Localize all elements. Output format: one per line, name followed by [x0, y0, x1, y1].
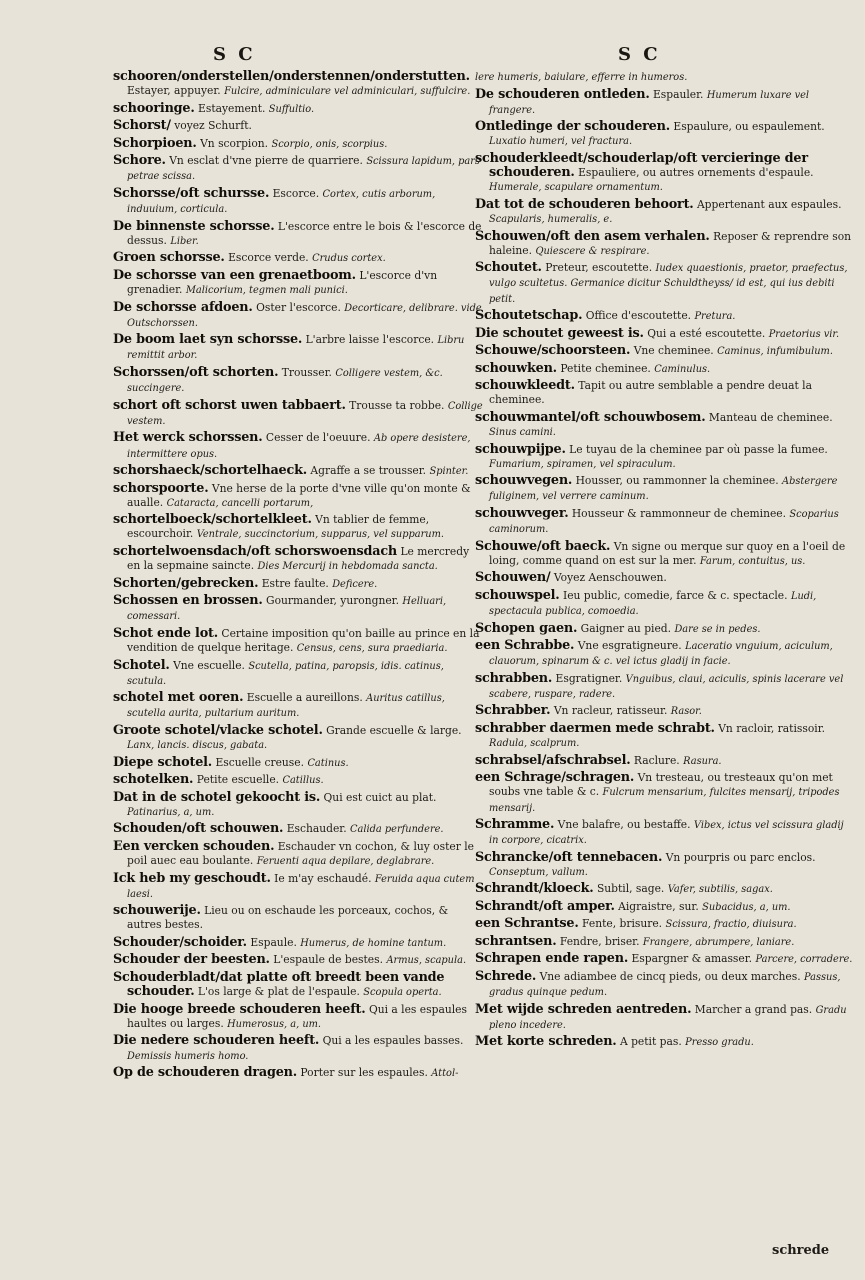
dictionary-entry: schotelken. Petite escuelle. Catillus.	[113, 772, 324, 788]
dictionary-entry: Schorsse/oft schursse. Escorce. Cortex, cutis arborum, induuium, corticula.	[113, 185, 436, 216]
dictionary-entry: Schouden/oft schouwen. Eschauder. Calida perfundere.	[113, 821, 444, 837]
dictionary-entry: Schrabber. Vn racleur, ratisseur. Rasor.	[475, 703, 702, 719]
dictionary-entry: Die schoutet geweest is. Qui a esté escoutette. Praetorius vir.	[475, 325, 840, 341]
dictionary-entry: Schrancke/oft tennebacen. Vn pourpris ou parc enclos. Conseptum, vallum.	[475, 849, 816, 878]
dictionary-entry: Schrandt/kloeck. Subtil, sage. Vafer, subtilis, sagax.	[475, 881, 773, 897]
dictionary-entry: schouwspel. Ieu public, comedie, farce & c. spectacle. Ludi, spectacula publica, comoedia.	[475, 587, 817, 618]
column-header-right: S C	[618, 44, 661, 65]
dictionary-entry: schouwerije. Lieu ou on eschaude les porceaux, cochos, & autres bestes.	[113, 903, 449, 932]
dictionary-entry: De binnenste schorsse. L'escorce entre le bois & l'escorce de dessus. Liber.	[113, 218, 482, 247]
dictionary-entry: schouwpijpe. Le tuyau de la cheminee par où passe la fumee. Fumarium, spiramen, vel spiraculum.	[475, 441, 828, 470]
dictionary-entry: Schouderbladt/dat platte oft breedt been vande schouder. L'os large & plat de l'espaule. Scopula operta.	[113, 969, 445, 1000]
dictionary-entry: Dat in de schotel gekoocht is. Qui est cuict au plat. Patinarius, a, um.	[113, 789, 437, 818]
dictionary-entry: Schouder der beesten. L'espaule de bestes. Armus, scapula.	[113, 952, 467, 968]
dictionary-entry: schooren/onderstellen/onderstennen/onderstutten. Estayer, appuyer. Fulcire, adminiculare vel adminiculari, suffulcire.	[113, 69, 471, 98]
right-column	[475, 70, 853, 1053]
dictionary-entry: Schopen gaen. Gaigner au pied. Dare se in pedes.	[475, 620, 761, 636]
dictionary-entry: schorshaeck/schortelhaeck. Agraffe a se trousser. Spinter.	[113, 463, 469, 479]
dictionary-entry: schouwkleedt. Tapit ou autre semblable a pendre deuat la cheminee.	[475, 378, 812, 407]
dictionary-entry: Schotel. Vne escuelle. Scutella, patina, paropsis, idis. catinus, scutula.	[113, 657, 444, 687]
dictionary-entry: schrantsen. Fendre, briser. Frangere, abrumpere, laniare.	[475, 933, 795, 949]
dictionary-entry: De schouderen ontleden. Espauler. Humerum luxare vel frangere.	[475, 86, 810, 116]
dictionary-entry: schouwveger. Housseur & rammonneur de cheminee. Scoparius caminorum.	[475, 505, 839, 536]
dictionary-entry: Met korte schreden. A petit pas. Presso gradu.	[475, 1034, 754, 1050]
dictionary-entry: Schrandt/oft amper. Aigraistre, sur. Subacidus, a, um.	[475, 898, 791, 914]
dictionary-entry: Diepe schotel. Escuelle creuse. Catinus.	[113, 754, 349, 770]
dictionary-entry: Ontledinge der schouderen. Espaulure, ou espaulement. Luxatio humeri, vel fractura.	[475, 119, 825, 148]
dictionary-entry: De schorsse afdoen. Oster l'escorce. Decorticare, delibrare. vide Outschorssen.	[113, 299, 482, 329]
left-column	[113, 70, 485, 1084]
dictionary-entry: Schorst/ voyez Schurft.	[113, 118, 252, 134]
dictionary-entry: Schossen en brossen. Gourmander, yurongner. Helluari, comessari.	[113, 593, 447, 623]
dictionary-entry: Met wijde schreden aentreden. Marcher a grand pas. Gradu pleno incedere.	[475, 1001, 847, 1031]
dictionary-entry: Het werck schorssen. Cesser de l'oeuure. Ab opere desistere, intermittere opus.	[113, 430, 471, 460]
dictionary-entry: Die nedere schouderen heeft. Qui a les espaules basses. Demissis humeris homo.	[113, 1033, 464, 1062]
dictionary-entry: Ick heb my geschoudt. Ie m'ay eschaudé. Feruida aqua cutem laesi.	[113, 870, 475, 900]
column-header-left: S C	[213, 44, 256, 65]
dictionary-entry: Schoutetschap. Office d'escoutette. Pretura.	[475, 308, 736, 324]
dictionary-entry: Schouwen/ Voyez Aenschouwen.	[475, 570, 667, 586]
dictionary-entry: Schouder/schoider. Espaule. Humerus, de homine tantum.	[113, 934, 447, 950]
dictionary-entry: Schrapen ende rapen. Espargner & amasser. Parcere, corradere.	[475, 951, 853, 967]
dictionary-entry: Schorten/gebrecken. Estre faulte. Deficere.	[113, 575, 378, 591]
dictionary-entry: Dat tot de schouderen behoort. Appertenant aux espaules. Scapularis, humeralis, e.	[475, 196, 842, 226]
dictionary-entry: schort oft schorst uwen tabbaert. Trousse ta robbe. Collige vestem.	[113, 397, 483, 427]
dictionary-entry: De boom laet syn schorsse. L'arbre laisse l'escorce. Libru remittit arbor.	[113, 332, 465, 362]
dictionary-entry: Schouwen/oft den asem verhalen. Reposer & reprendre son haleine. Quiescere & respirare.	[475, 228, 852, 257]
dictionary-entry: schortelwoensdach/oft schorswoensdach Le mercredy en la sepmaine saincte. Dies Mercurij in hebdomada sancta.	[113, 543, 470, 573]
dictionary-entry: Schrede. Vne adiambee de cincq pieds, ou deux marches. Passus, gradus quinque pedum.	[475, 968, 841, 999]
dictionary-entry: Schouwe/schoorsteen. Vne cheminee. Caminus, infumibulum.	[475, 343, 833, 359]
dictionary-entry: schorspoorte. Vne herse de la porte d'vne ville qu'on monte & aualle. Cataracta, cancelli portarum,	[113, 480, 471, 509]
dictionary-entry: schrabben. Esgratigner. Vnguibus, claui, aciculis, spinis lacerare vel scabere, ruspare, radere.	[475, 670, 844, 700]
dictionary-entry: Schorssen/oft schorten. Trousser. Colligere vestem, &c. succingere.	[113, 364, 443, 395]
dictionary-entry: schouderkleedt/schouderlap/oft vercieringe der schouderen. Espauliere, ou autres ornements d'espaule. Humerale, scapulare ornamentum.	[475, 150, 814, 194]
dictionary-entry: schrabber daermen mede schrabt. Vn racloir, ratissoir. Radula, scalprum.	[475, 720, 826, 750]
dictionary-entry: Schore. Vn esclat d'vne pierre de quarriere. Scissura lapidum, pars petrae scissa.	[113, 153, 480, 183]
dictionary-entry: De schorsse van een grenaetboom. L'escorce d'vn grenadier. Malicorium, tegmen mali punici.	[113, 267, 438, 297]
dictionary-entry: Schoutet. Preteur, escoutette. Iudex quaestionis, praetor, praefectus, vulgo scultetus. Germanice dicitur Schuldtheyss/ id est, qui ius debiti petit.	[475, 260, 848, 305]
dictionary-entry: een Schrage/schragen. Vn tresteau, ou tresteaux qu'on met soubs vne table & c. Fulcrum mensarium, fulcites mensarij, tripodes mensarij.	[475, 770, 840, 814]
dictionary-entry: schouwmantel/oft schouwbosem. Manteau de cheminee. Sinus camini.	[475, 409, 833, 439]
dictionary-entry: Op de schouderen dragen. Porter sur les espaules. Attol-	[113, 1065, 459, 1081]
dictionary-entry: schooringe. Estayement. Suffultio.	[113, 100, 315, 116]
dictionary-entry: schortelboeck/schortelkleet. Vn tablier de femme, escourchoir. Ventrale, succinctorium, supparus, vel supparum.	[113, 512, 444, 541]
dictionary-entry: Schot ende lot. Certaine imposition qu'on baille au prince en la vendition de quelque heritage. Census, cens, sura praediaria.	[113, 625, 480, 655]
dictionary-entry: Die hooge breede schouderen heeft. Qui a les espaules haultes ou larges. Humerosus, a, um.	[113, 1001, 467, 1030]
dictionary-entry: Een vercken schouden. Eschauder vn cochon, & luy oster le poil auec eau boulante. Feruenti aqua depilare, deglabrare.	[113, 838, 474, 868]
dictionary-entry: Schorpioen. Vn scorpion. Scorpio, onis, scorpius.	[113, 135, 388, 151]
dictionary-entry: Groote schotel/vlacke schotel. Grande escuelle & large. Lanx, lancis. discus, gabata.	[113, 722, 462, 752]
dictionary-entry: lere humeris, baiulare, efferre in humeros.	[475, 72, 688, 83]
dictionary-entry: schotel met ooren. Escuelle a aureillons. Auritus catillus, scutella aurita, pultarium auritum.	[113, 690, 445, 720]
dictionary-entry: een Schrabbe. Vne esgratigneure. Laceratio vnguium, aciculum, clauorum, spinarum & c. vel ictus gladij in facie.	[475, 638, 833, 668]
dictionary-entry: Schouwe/oft baeck. Vn signe ou merque sur quoy en a l'oeil de loing, comme quand on est sur la mer. Farum, contuitus, us.	[475, 538, 846, 567]
catchword: schrede	[772, 1243, 830, 1258]
dictionary-entry: Groen schorsse. Escorce verde. Crudus cortex.	[113, 250, 386, 266]
dictionary-entry: schouwken. Petite cheminee. Caminulus.	[475, 360, 711, 376]
dictionary-entry: schrabsel/afschrabsel. Raclure. Rasura.	[475, 752, 722, 768]
dictionary-entry: Schramme. Vne balafre, ou bestaffe. Vibex, ictus vel scissura gladij in corpore, cicatrix.	[475, 817, 844, 847]
dictionary-entry: schouwvegen. Housser, ou rammonner la cheminee. Abstergere fuliginem, vel verrere caminum.	[475, 473, 838, 503]
dictionary-entry: een Schrantse. Fente, brisure. Scissura, fractio, diuisura.	[475, 916, 797, 932]
